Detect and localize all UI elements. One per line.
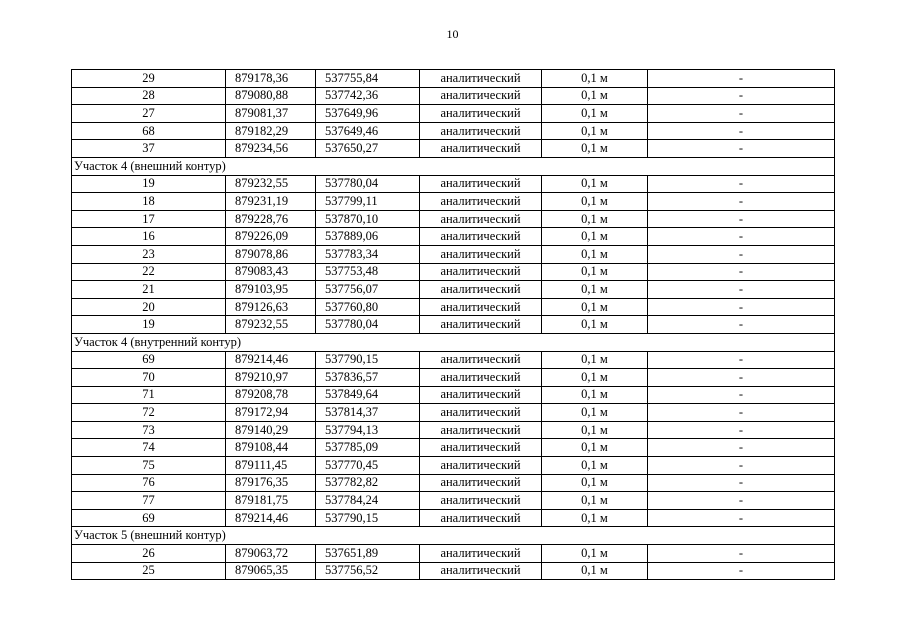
y-coordinate-cell: 537784,24 (316, 492, 420, 510)
y-coordinate-cell: 537651,89 (316, 545, 420, 563)
point-number-cell: 29 (72, 70, 226, 88)
point-number-cell: 22 (72, 263, 226, 281)
accuracy-cell: 0,1 м (542, 245, 648, 263)
method-cell: аналитический (420, 351, 542, 369)
table-row (72, 281, 835, 299)
x-coordinate-cell: 879208,78 (226, 386, 316, 404)
note-cell: - (648, 509, 835, 527)
method-cell: аналитический (420, 404, 542, 422)
x-coordinate-cell: 879226,09 (226, 228, 316, 246)
x-coordinate-cell: 879172,94 (226, 404, 316, 422)
accuracy-cell: 0,1 м (542, 316, 648, 334)
table-row (72, 492, 835, 510)
table-row (72, 263, 835, 281)
point-number-cell: 68 (72, 122, 226, 140)
x-coordinate-cell: 879111,45 (226, 457, 316, 475)
point-number-cell: 76 (72, 474, 226, 492)
section-header-row (72, 333, 835, 351)
y-coordinate-cell: 537742,36 (316, 87, 420, 105)
table-row (72, 351, 835, 369)
table-row (72, 245, 835, 263)
x-coordinate-cell: 879140,29 (226, 421, 316, 439)
method-cell: аналитический (420, 210, 542, 228)
accuracy-cell: 0,1 м (542, 87, 648, 105)
accuracy-cell: 0,1 м (542, 70, 648, 88)
accuracy-cell: 0,1 м (542, 492, 648, 510)
y-coordinate-cell: 537756,07 (316, 281, 420, 299)
table-row (72, 140, 835, 158)
x-coordinate-cell: 879103,95 (226, 281, 316, 299)
coordinates-table (71, 69, 835, 580)
note-cell: - (648, 562, 835, 580)
note-cell: - (648, 70, 835, 88)
y-coordinate-cell: 537782,82 (316, 474, 420, 492)
method-cell: аналитический (420, 263, 542, 281)
accuracy-cell: 0,1 м (542, 193, 648, 211)
table-row (72, 545, 835, 563)
x-coordinate-cell: 879063,72 (226, 545, 316, 563)
note-cell: - (648, 386, 835, 404)
note-cell: - (648, 193, 835, 211)
note-cell: - (648, 545, 835, 563)
note-cell: - (648, 263, 835, 281)
page-number: 10 (446, 27, 459, 41)
y-coordinate-cell: 537760,80 (316, 298, 420, 316)
x-coordinate-cell: 879234,56 (226, 140, 316, 158)
x-coordinate-cell: 879178,36 (226, 70, 316, 88)
note-cell: - (648, 439, 835, 457)
x-coordinate-cell: 879232,55 (226, 175, 316, 193)
table-row (72, 298, 835, 316)
y-coordinate-cell: 537649,96 (316, 105, 420, 123)
accuracy-cell: 0,1 м (542, 545, 648, 563)
point-number-cell: 20 (72, 298, 226, 316)
table-row (72, 509, 835, 527)
method-cell: аналитический (420, 228, 542, 246)
point-number-cell: 23 (72, 245, 226, 263)
x-coordinate-cell: 879083,43 (226, 263, 316, 281)
method-cell: аналитический (420, 474, 542, 492)
point-number-cell: 70 (72, 369, 226, 387)
y-coordinate-cell: 537783,34 (316, 245, 420, 263)
x-coordinate-cell: 879080,88 (226, 87, 316, 105)
note-cell: - (648, 404, 835, 422)
coordinates-table-body (72, 70, 835, 580)
method-cell: аналитический (420, 70, 542, 88)
point-number-cell: 17 (72, 210, 226, 228)
x-coordinate-cell: 879231,19 (226, 193, 316, 211)
table-row (72, 421, 835, 439)
x-coordinate-cell: 879210,97 (226, 369, 316, 387)
method-cell: аналитический (420, 316, 542, 334)
accuracy-cell: 0,1 м (542, 351, 648, 369)
section-title: Участок 5 (внешний контур) (72, 527, 835, 545)
table-row (72, 386, 835, 404)
y-coordinate-cell: 537794,13 (316, 421, 420, 439)
note-cell: - (648, 140, 835, 158)
note-cell: - (648, 228, 835, 246)
method-cell: аналитический (420, 298, 542, 316)
point-number-cell: 72 (72, 404, 226, 422)
point-number-cell: 74 (72, 439, 226, 457)
note-cell: - (648, 175, 835, 193)
accuracy-cell: 0,1 м (542, 421, 648, 439)
y-coordinate-cell: 537849,64 (316, 386, 420, 404)
x-coordinate-cell: 879228,76 (226, 210, 316, 228)
note-cell: - (648, 369, 835, 387)
table-row (72, 439, 835, 457)
x-coordinate-cell: 879182,29 (226, 122, 316, 140)
y-coordinate-cell: 537649,46 (316, 122, 420, 140)
point-number-cell: 37 (72, 140, 226, 158)
table-row (72, 87, 835, 105)
point-number-cell: 19 (72, 316, 226, 334)
note-cell: - (648, 316, 835, 334)
method-cell: аналитический (420, 562, 542, 580)
y-coordinate-cell: 537650,27 (316, 140, 420, 158)
table-row (72, 228, 835, 246)
table-row (72, 562, 835, 580)
table-row (72, 404, 835, 422)
note-cell: - (648, 492, 835, 510)
y-coordinate-cell: 537780,04 (316, 316, 420, 334)
point-number-cell: 27 (72, 105, 226, 123)
section-title: Участок 4 (внутренний контур) (72, 333, 835, 351)
table-row (72, 122, 835, 140)
note-cell: - (648, 474, 835, 492)
note-cell: - (648, 87, 835, 105)
table-row (72, 474, 835, 492)
note-cell: - (648, 210, 835, 228)
point-number-cell: 19 (72, 175, 226, 193)
y-coordinate-cell: 537870,10 (316, 210, 420, 228)
point-number-cell: 21 (72, 281, 226, 299)
y-coordinate-cell: 537790,15 (316, 351, 420, 369)
point-number-cell: 77 (72, 492, 226, 510)
y-coordinate-cell: 537799,11 (316, 193, 420, 211)
accuracy-cell: 0,1 м (542, 122, 648, 140)
y-coordinate-cell: 537889,06 (316, 228, 420, 246)
table-row (72, 105, 835, 123)
accuracy-cell: 0,1 м (542, 509, 648, 527)
method-cell: аналитический (420, 369, 542, 387)
accuracy-cell: 0,1 м (542, 210, 648, 228)
y-coordinate-cell: 537770,45 (316, 457, 420, 475)
note-cell: - (648, 421, 835, 439)
method-cell: аналитический (420, 193, 542, 211)
accuracy-cell: 0,1 м (542, 105, 648, 123)
section-header-row (72, 527, 835, 545)
section-header-row (72, 157, 835, 175)
note-cell: - (648, 351, 835, 369)
x-coordinate-cell: 879078,86 (226, 245, 316, 263)
point-number-cell: 18 (72, 193, 226, 211)
point-number-cell: 69 (72, 509, 226, 527)
method-cell: аналитический (420, 245, 542, 263)
x-coordinate-cell: 879126,63 (226, 298, 316, 316)
accuracy-cell: 0,1 м (542, 562, 648, 580)
method-cell: аналитический (420, 87, 542, 105)
point-number-cell: 26 (72, 545, 226, 563)
y-coordinate-cell: 537780,04 (316, 175, 420, 193)
y-coordinate-cell: 537756,52 (316, 562, 420, 580)
note-cell: - (648, 298, 835, 316)
point-number-cell: 16 (72, 228, 226, 246)
table-row (72, 316, 835, 334)
table-row (72, 175, 835, 193)
method-cell: аналитический (420, 545, 542, 563)
point-number-cell: 25 (72, 562, 226, 580)
x-coordinate-cell: 879232,55 (226, 316, 316, 334)
accuracy-cell: 0,1 м (542, 404, 648, 422)
method-cell: аналитический (420, 175, 542, 193)
x-coordinate-cell: 879214,46 (226, 351, 316, 369)
y-coordinate-cell: 537755,84 (316, 70, 420, 88)
y-coordinate-cell: 537753,48 (316, 263, 420, 281)
method-cell: аналитический (420, 492, 542, 510)
point-number-cell: 71 (72, 386, 226, 404)
accuracy-cell: 0,1 м (542, 369, 648, 387)
point-number-cell: 75 (72, 457, 226, 475)
method-cell: аналитический (420, 281, 542, 299)
method-cell: аналитический (420, 457, 542, 475)
table-row (72, 193, 835, 211)
y-coordinate-cell: 537790,15 (316, 509, 420, 527)
method-cell: аналитический (420, 105, 542, 123)
method-cell: аналитический (420, 421, 542, 439)
accuracy-cell: 0,1 м (542, 175, 648, 193)
accuracy-cell: 0,1 м (542, 439, 648, 457)
accuracy-cell: 0,1 м (542, 474, 648, 492)
accuracy-cell: 0,1 м (542, 298, 648, 316)
x-coordinate-cell: 879176,35 (226, 474, 316, 492)
accuracy-cell: 0,1 м (542, 281, 648, 299)
note-cell: - (648, 105, 835, 123)
x-coordinate-cell: 879108,44 (226, 439, 316, 457)
accuracy-cell: 0,1 м (542, 386, 648, 404)
x-coordinate-cell: 879181,75 (226, 492, 316, 510)
note-cell: - (648, 245, 835, 263)
table-row (72, 369, 835, 387)
x-coordinate-cell: 879081,37 (226, 105, 316, 123)
point-number-cell: 69 (72, 351, 226, 369)
method-cell: аналитический (420, 386, 542, 404)
x-coordinate-cell: 879065,35 (226, 562, 316, 580)
accuracy-cell: 0,1 м (542, 263, 648, 281)
y-coordinate-cell: 537836,57 (316, 369, 420, 387)
table-row (72, 70, 835, 88)
accuracy-cell: 0,1 м (542, 228, 648, 246)
x-coordinate-cell: 879214,46 (226, 509, 316, 527)
note-cell: - (648, 122, 835, 140)
table-row (72, 457, 835, 475)
accuracy-cell: 0,1 м (542, 457, 648, 475)
method-cell: аналитический (420, 122, 542, 140)
note-cell: - (648, 457, 835, 475)
table-row (72, 210, 835, 228)
point-number-cell: 28 (72, 87, 226, 105)
accuracy-cell: 0,1 м (542, 140, 648, 158)
y-coordinate-cell: 537785,09 (316, 439, 420, 457)
method-cell: аналитический (420, 140, 542, 158)
method-cell: аналитический (420, 509, 542, 527)
section-title: Участок 4 (внешний контур) (72, 157, 835, 175)
note-cell: - (648, 281, 835, 299)
method-cell: аналитический (420, 439, 542, 457)
point-number-cell: 73 (72, 421, 226, 439)
y-coordinate-cell: 537814,37 (316, 404, 420, 422)
